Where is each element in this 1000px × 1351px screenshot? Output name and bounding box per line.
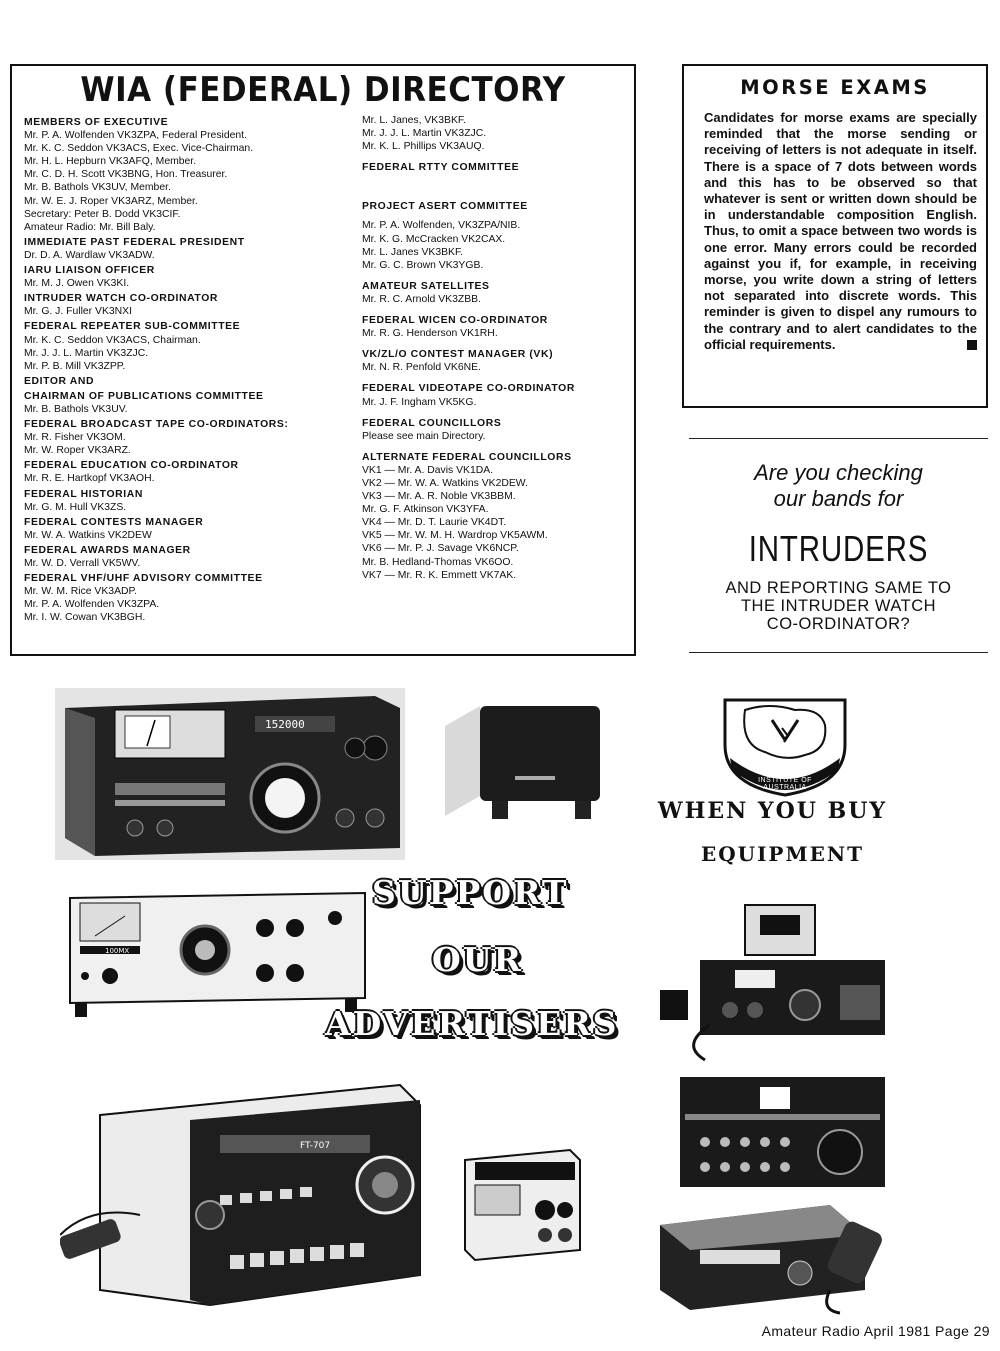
spacer (362, 374, 628, 380)
directory-left-column (24, 114, 359, 624)
directory-entry: Mr. N. R. Penfold VK6NE. (362, 362, 481, 374)
directory-entry: Mr. M. J. Owen VK3KI. (24, 278, 130, 290)
slogan-advertisers: ADVERTISERS (325, 1004, 619, 1043)
spacer (362, 192, 628, 198)
slogan-support: SUPPORT (372, 873, 569, 912)
directory-entry: Mr. I. W. Cowan VK3BGH. (24, 612, 146, 624)
directory-heading: FEDERAL COUNCILLORS (362, 417, 502, 429)
radio3-label: FT-707 (300, 1141, 331, 1151)
directory-entry: VK3 — Mr. A. R. Noble VK3BBM. (362, 491, 516, 503)
directory-entry: Mr. W. A. Watkins VK2DEW (24, 529, 152, 541)
directory-entry: Mr. K. C. Seddon VK3ACS, Exec. Vice-Chairman. (24, 143, 254, 155)
spacer (362, 340, 628, 346)
directory-heading: EDITOR AND (24, 375, 95, 387)
directory-heading: FEDERAL EDUCATION CO-ORDINATOR (24, 460, 239, 472)
slogan-when-you-buy: WHEN YOU BUY (657, 798, 888, 824)
directory-entry: Mr. J. J. L. Martin VK3ZJC. (24, 347, 149, 359)
directory-entry: Mr. B. Hedland-Thomas VK6OO. (362, 556, 514, 568)
spacer (362, 272, 628, 278)
divider-bottom (689, 652, 988, 653)
directory-entry: VK6 — Mr. P. J. Savage VK6NCP. (362, 543, 519, 555)
directory-entry: Mr. K. G. McCracken VK2CAX. (362, 233, 506, 245)
intruders-question-line2: our bands for (773, 486, 904, 511)
directory-heading: PROJECT ASERT COMMITTEE (362, 201, 528, 213)
intruders-question (689, 460, 988, 512)
directory-entry: Mr. P. B. Mill VK3ZPP. (24, 360, 126, 372)
directory-entry: Mr. R. E. Hartkopf VK3AOH. (24, 473, 155, 485)
directory-heading: FEDERAL CONTESTS MANAGER (24, 516, 204, 528)
directory-entry: Mr. H. L. Hepburn VK3AFQ, Member. (24, 156, 197, 168)
intruders-question-line1: Are you checking (754, 460, 923, 485)
morse-text: Candidates for morse exams are specially reminded that the morse sending or receiving of letters is not adequate in itself. There is a space of 7 dots between words and this has to be observed so that whatever is sent or written down should be in understandable composition English. Thus, to omit a space between two words is one error. Many errors could be recorded against you if, for example, in receiving morse, you write down a string of letters not separated into discrete words. This reminder is given to dispel any rumours to the contrary and to alert candidates to the official requirements. (704, 110, 977, 352)
directory-heading: IMMEDIATE PAST FEDERAL PRESIDENT (24, 236, 245, 248)
transceiver-photo-3 (60, 1075, 430, 1325)
directory-entry: Amateur Radio: Mr. Bill Baly. (24, 221, 156, 233)
morse-body (704, 110, 977, 353)
directory-entry: Mr. B. Bathols VK3UV. (24, 403, 128, 415)
radio1-display: 152000 (265, 718, 305, 731)
directory-entry: Mr. K. L. Phillips VK3AUQ. (362, 141, 485, 153)
base-station-photo (675, 1072, 890, 1192)
directory-entry: Please see main Directory. (362, 430, 486, 442)
directory-heading: INTRUDER WATCH CO-ORDINATOR (24, 293, 218, 305)
transceiver-photo-1 (55, 688, 405, 860)
directory-entry: VK4 — Mr. D. T. Laurie VK4DT. (362, 517, 507, 529)
directory-entry: VK1 — Mr. A. Davis VK1DA. (362, 464, 494, 476)
directory-entry: Mr. P. A. Wolfenden, VK3ZPA/NIB. (362, 220, 521, 232)
directory-entry: Mr. L. Janes, VK3BKF. (362, 115, 466, 126)
directory-entry: Mr. J. J. L. Martin VK3ZJC. (362, 128, 487, 140)
spacer (362, 306, 628, 312)
directory-entry: Mr. C. D. H. Scott VK3BNG, Hon. Treasurer. (24, 169, 228, 181)
directory-entry: Mr. J. F. Ingham VK5KG. (362, 396, 477, 408)
directory-heading: IARU LIAISON OFFICER (24, 265, 155, 277)
directory-heading: MEMBERS OF EXECUTIVE (24, 117, 169, 128)
mobile-transceiver-photo (660, 895, 890, 1070)
spacer (362, 443, 628, 449)
directory-entry: VK5 — Mr. W. M. H. Wardrop VK5AWM. (362, 530, 548, 542)
directory-entry: Secretary: Peter B. Dodd VK3CIF. (24, 208, 181, 220)
directory-heading: ALTERNATE FEDERAL COUNCILLORS (362, 451, 572, 463)
directory-entry: Mr. P. A. Wolfenden VK3ZPA, Federal President. (24, 130, 247, 142)
directory-entry: Mr. W. M. Rice VK3ADP. (24, 586, 137, 598)
directory-entry: Mr. W. Roper VK3ARZ. (24, 445, 131, 457)
directory-entry: VK7 — Mr. R. K. Emmett VK7AK. (362, 569, 517, 581)
directory-right-column (362, 114, 628, 582)
directory-entry: Mr. K. C. Seddon VK3ACS, Chairman. (24, 334, 201, 346)
divider-top (689, 438, 988, 439)
intruders-headline: INTRUDERS (748, 528, 929, 569)
directory-heading: FEDERAL WICEN CO-ORDINATOR (362, 315, 548, 327)
directory-entry: Mr. R. Fisher VK3OM. (24, 432, 126, 444)
spacer (362, 153, 628, 159)
intruders-line2: THE INTRUDER WATCH (740, 597, 937, 615)
directory-heading: FEDERAL VHF/UHF ADVISORY COMMITTEE (24, 573, 263, 585)
logo-text: WIRELESS INSTITUTE OF AUSTRALIA (758, 770, 812, 791)
directory-box (10, 64, 636, 656)
transceiver-photo-2 (65, 888, 370, 1023)
radio2-label: 100MX (105, 947, 130, 955)
directory-heading: FEDERAL AWARDS MANAGER (24, 544, 191, 556)
directory-entry: Mr. G. F. Atkinson VK3YFA. (362, 504, 489, 516)
intruders-line1: AND REPORTING SAME TO (725, 579, 952, 597)
slogan-our: OUR (432, 940, 523, 979)
directory-heading: FEDERAL RTTY COMMITTEE (362, 162, 520, 174)
slogan-equipment: EQUIPMENT (700, 842, 865, 866)
directory-entry: Dr. D. A. Wardlaw VK3ADW. (24, 249, 155, 261)
directory-heading: CHAIRMAN OF PUBLICATIONS COMMITTEE (24, 390, 264, 402)
directory-title: WIA (FEDERAL) DIRECTORY (80, 70, 566, 110)
morse-title: MORSE EXAMS (740, 76, 930, 99)
directory-entry: Mr. R. C. Arnold VK3ZBB. (362, 293, 481, 305)
directory-heading: FEDERAL VIDEOTAPE CO-ORDINATOR (362, 383, 575, 395)
directory-heading: FEDERAL BROADCAST TAPE CO-ORDINATORS: (24, 419, 289, 431)
directory-entry: Mr. G. M. Hull VK3ZS. (24, 501, 127, 513)
power-supply-photo (460, 1140, 585, 1265)
directory-heading: FEDERAL HISTORIAN (24, 488, 143, 500)
spacer (362, 409, 628, 415)
directory-entry: Mr. W. E. J. Roper VK3ARZ, Member. (24, 195, 198, 207)
directory-heading: AMATEUR SATELLITES (362, 280, 490, 292)
intruders-reporting (689, 579, 988, 633)
directory-entry: Mr. W. D. Verrall VK5WV. (24, 558, 141, 569)
directory-entry: VK2 — Mr. W. A. Watkins VK2DEW. (362, 477, 528, 489)
directory-heading: VK/ZL/O CONTEST MANAGER (VK) (362, 349, 554, 361)
intruders-line3: CO-ORDINATOR? (766, 615, 911, 633)
directory-entry: Mr. L. Janes VK3BKF. (362, 246, 464, 258)
speaker-photo (440, 696, 610, 824)
morse-exams-box (682, 64, 988, 408)
directory-entry: Mr. G. C. Brown VK3YGB. (362, 259, 484, 271)
directory-entry: Mr. G. J. Fuller VK3NXI (24, 306, 132, 318)
directory-heading: FEDERAL REPEATER SUB-COMMITTEE (24, 321, 241, 333)
directory-entry: Mr. P. A. Wolfenden VK3ZPA. (24, 599, 160, 611)
directory-entry: Mr. B. Bathols VK3UV, Member. (24, 182, 171, 194)
mobile-rig-photo (650, 1195, 885, 1315)
page-footer: Amateur Radio April 1981 Page 29 (761, 1323, 990, 1339)
directory-entry: Mr. R. G. Henderson VK1RH. (362, 328, 498, 340)
end-mark-icon (967, 340, 977, 350)
